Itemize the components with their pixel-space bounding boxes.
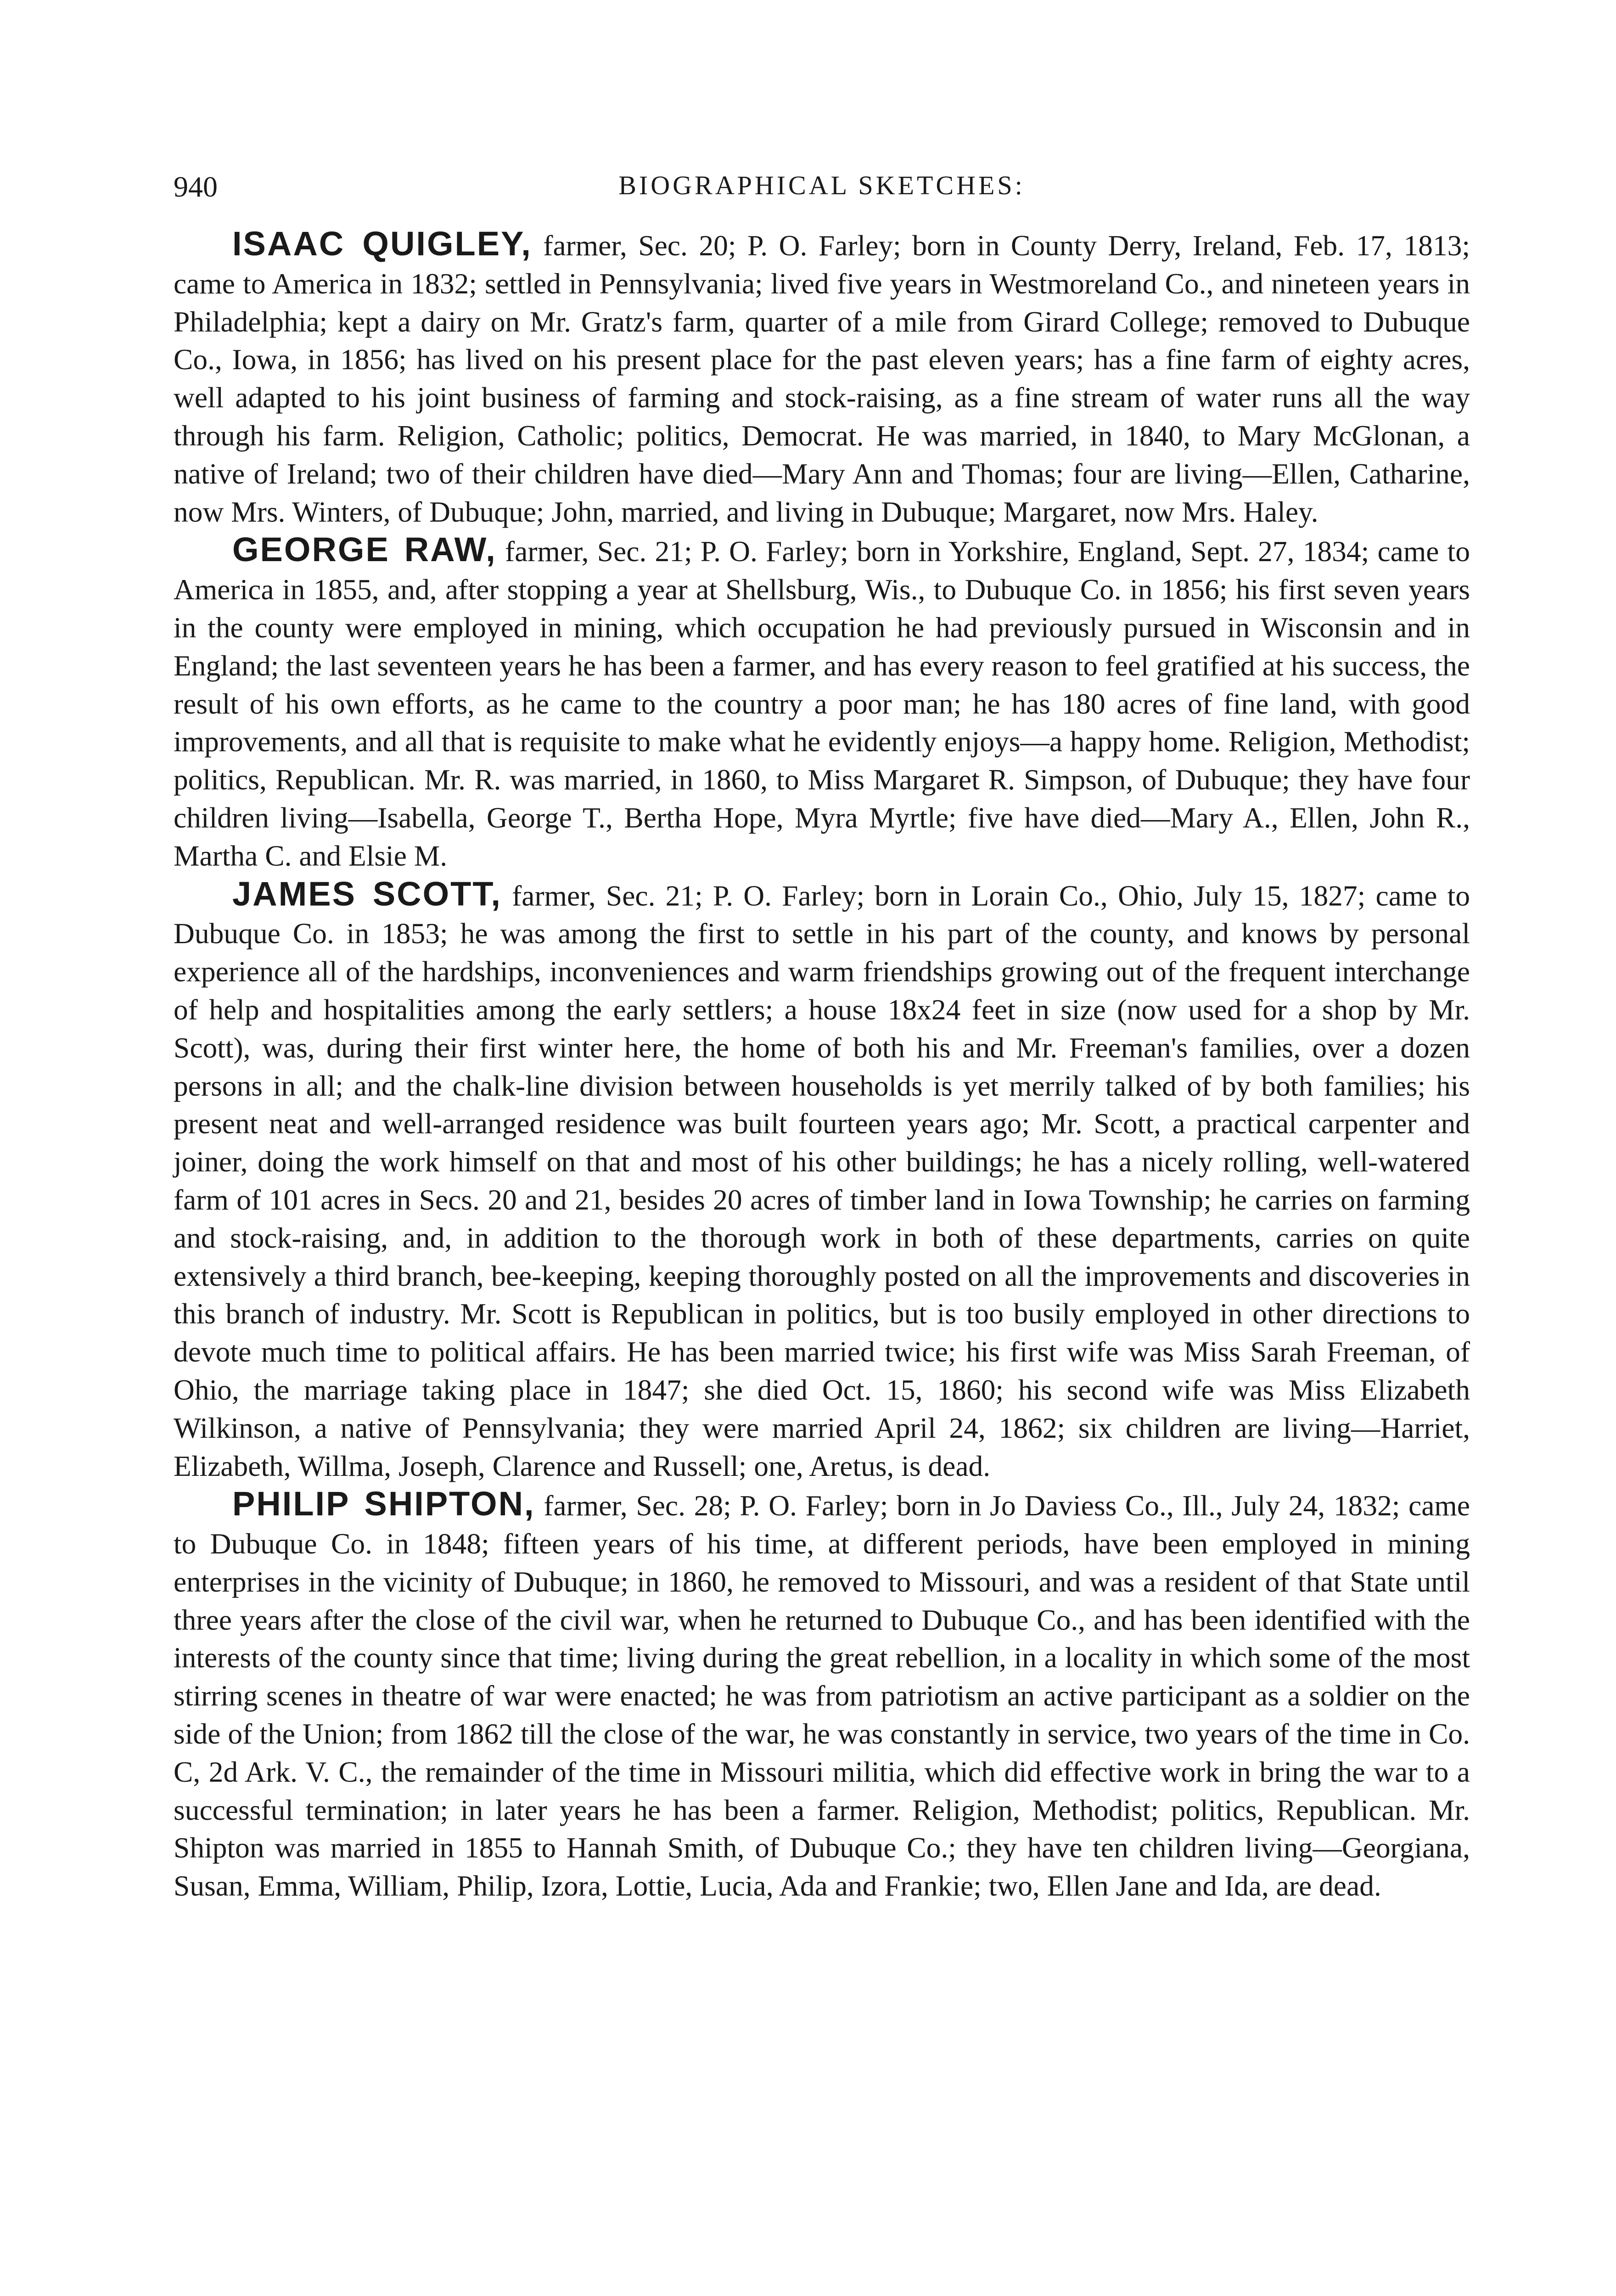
- entry-name: JAMES SCOTT,: [232, 874, 502, 913]
- entry-name: ISAAC QUIGLEY,: [232, 225, 532, 263]
- entry-name: GEORGE RAW,: [232, 530, 497, 569]
- book-page: [174, 152, 1470, 1905]
- entry-text: farmer, Sec. 20; P. O. Farley; born in County Derry, Ireland, Feb. 17, 1813; came to America in 1832; settled in Pennsylvania; lived five years in Westmoreland Co., and nineteen years in Philadelphia; kept a dairy on Mr. Gratz's farm, quarter of a mile from Girard College; removed to Dubuque Co., Iowa, in 1856; has lived on his present place for the past eleven years; has a fine farm of eighty acres, well adapted to his joint business of farming and stock-raising, as a fine stream of water runs all the way through his farm. Religion, Catholic; politics, Democrat. He was married, in 1840, to Mary McGlonan, a native of Ireland; two of their children have died—Mary Ann and Thomas; four are living—Ellen, Catharine, now Mrs. Winters, of Dubuque; John, married, and living in Dubuque; Margaret, now Mrs. Haley.: [174, 229, 1470, 528]
- running-head: [174, 152, 1470, 207]
- entry-text: farmer, Sec. 21; P. O. Farley; born in Yorkshire, England, Sept. 27, 1834; came to America in 1855, and, after stopping a year at Shellsburg, Wis., to Dubuque Co. in 1856; his first seven years in the county were employed in mining, which occupation he had previously pursued in Wisconsin and in England; the last seventeen years he has been a farmer, and has every reason to feel gratified at his success, the result of his own efforts, as he came to the country a poor man; he has 180 acres of fine land, with good improvements, and all that is requisite to make what he evidently enjoys—a happy home. Religion, Methodist; politics, Republican. Mr. R. was married, in 1860, to Miss Margaret R. Simpson, of Dubuque; they have four children living—Isabella, George T., Bertha Hope, Myra Myrtle; five have died—Mary A., Ellen, John R., Martha C. and Elsie M.: [174, 535, 1470, 872]
- biography-entry-scott: [174, 875, 1470, 1486]
- biography-entry-quigley: [174, 225, 1470, 531]
- page-number: 940: [174, 170, 218, 203]
- entry-name: PHILIP SHIPTON,: [232, 1485, 535, 1523]
- biography-entry-shipton: [174, 1485, 1470, 1905]
- running-title: BIOGRAPHICAL SKETCHES:: [618, 170, 1025, 200]
- entry-text: farmer, Sec. 21; P. O. Farley; born in Lorain Co., Ohio, July 15, 1827; came to Dubuque Co. in 1853; he was among the first to settle in his part of the county, and knows by personal experience all of the hardships, inconveniences and warm friendships growing out of the frequent interchange of help and hospitalities among the early settlers; a house 18x24 feet in size (now used for a shop by Mr. Scott), was, during their first winter here, the home of both his and Mr. Freeman's families, over a dozen persons in all; and the chalk-line division between households is yet merrily talked of by both families; his present neat and well-arranged residence was built fourteen years ago; Mr. Scott, a practical carpenter and joiner, doing the work himself on that and most of his other buildings; he has a nicely rolling, well-watered farm of 101 acres in Secs. 20 and 21, besides 20 acres of timber land in Iowa Township; he carries on farming and stock-raising, and, in addition to the thorough work in both of these departments, carries on quite extensively a third branch, bee-keeping, keeping thoroughly posted on all the improvements and discoveries in this branch of industry. Mr. Scott is Republican in politics, but is too busily employed in other directions to devote much time to political affairs. He has been married twice; his first wife was Miss Sarah Freeman, of Ohio, the marriage taking place in 1847; she died Oct. 15, 1860; his second wife was Miss Elizabeth Wilkinson, a native of Pennsylvania; they were married April 24, 1862; six children are living—Harriet, Elizabeth, Willma, Joseph, Clarence and Russell; one, Aretus, is dead.: [174, 879, 1470, 1482]
- biography-entry-raw: [174, 531, 1470, 875]
- entry-text: farmer, Sec. 28; P. O. Farley; born in Jo Daviess Co., Ill., July 24, 1832; came to Dubuque Co. in 1848; fifteen years of his time, at different periods, have been employed in mining enterprises in the vicinity of Dubuque; in 1860, he removed to Missouri, and was a resident of that State until three years after the close of the civil war, when he returned to Dubuque Co., and has been identified with the interests of the county since that time; living during the great rebellion, in a locality in which some of the most stirring scenes in theatre of war were enacted; he was from patriotism an active participant as a soldier on the side of the Union; from 1862 till the close of the war, he was constantly in service, two years of the time in Co. C, 2d Ark. V. C., the remainder of the time in Missouri militia, which did effective work in bring the war to a successful termination; in later years he has been a farmer. Religion, Methodist; politics, Republican. Mr. Shipton was married in 1855 to Hannah Smith, of Dubuque Co.; they have ten children living—Georgiana, Susan, Emma, William, Philip, Izora, Lottie, Lucia, Ada and Frankie; two, Ellen Jane and Ida, are dead.: [174, 1489, 1470, 1902]
